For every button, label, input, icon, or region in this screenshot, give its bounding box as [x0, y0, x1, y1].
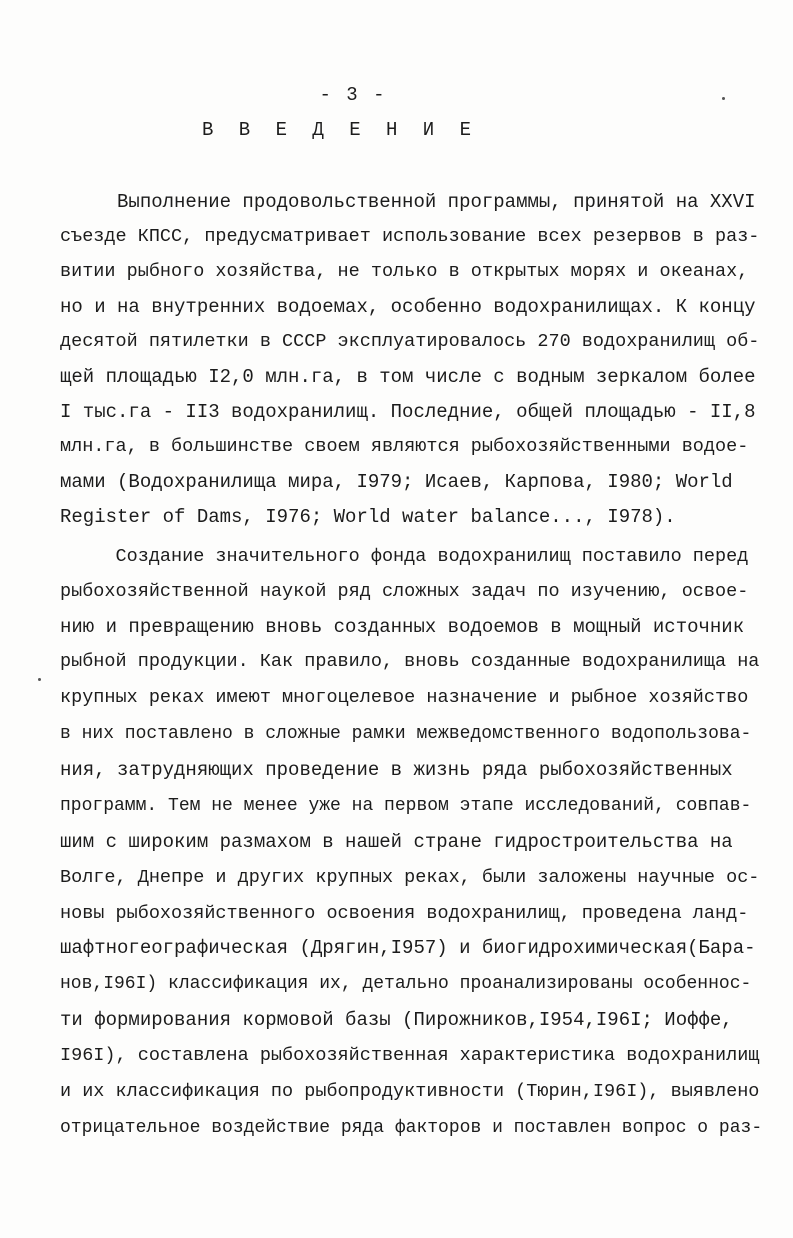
text-line: мами (Водохранилища мира, I979; Исаев, Карпова, I980; World: [60, 471, 733, 493]
text-line: шим с широким размахом в нашей стране гидростроительства на: [60, 831, 733, 853]
paper-speck: [38, 678, 41, 681]
text-line: млн.га, в большинстве своем являются рыбохозяйственными водое-: [60, 436, 749, 457]
text-line: программ. Тем не менее уже на первом этапе исследований, совпав-: [60, 796, 752, 816]
text-line: щей площадью I2,0 млн.га, в том числе с водным зеркалом более: [60, 366, 756, 388]
text-line: Волге, Днепре и других крупных реках, были заложены научные ос-: [60, 867, 760, 888]
text-line: отрицательное воздействие ряда факторов и поставлен вопрос о раз-: [60, 1118, 763, 1138]
paper-speck: [722, 97, 725, 100]
text-line: шафтногеографическая (Дрягин,I957) и биогидрохимическая(Бара-: [60, 937, 756, 959]
text-line: но и на внутренних водоемах, особенно водохранилищах. К концу: [60, 296, 756, 318]
text-line: рыбохозяйственной наукой ряд сложных задач по изучению, освое-: [60, 581, 749, 602]
text-line: ния, затрудняющих проведение в жизнь ряда рыбохозяйственных: [60, 759, 733, 781]
text-line: Создание значительного фонда водохранилищ поставило перед: [60, 546, 749, 567]
text-line: крупных реках имеют многоцелевое назначение и рыбное хозяйство: [60, 687, 749, 708]
text-line: ти формирования кормовой базы (Пирожников,I954,I96I; Иоффе,: [60, 1009, 733, 1031]
text-line: нию и превращению вновь созданных водоемов в мощный источник: [60, 616, 745, 638]
text-line: Register of Dams, I976; World water balance..., I978).: [60, 506, 676, 528]
text-line: нов,I96I) классификация их, детально проанализированы особеннос-: [60, 974, 752, 994]
text-line: в них поставлено в сложные рамки межведомственного водопользова-: [60, 724, 752, 744]
text-line: десятой пятилетки в СССР эксплуатировалось 270 водохранилищ об-: [60, 331, 760, 352]
text-line: I96I), составлена рыбохозяйственная характеристика водохранилищ: [60, 1045, 760, 1066]
text-line: Выполнение продовольственной программы, принятой на XXVI: [60, 191, 756, 213]
text-line: рыбной продукции. Как правило, вновь созданные водохранилища на: [60, 651, 760, 672]
page-number: - 3 -: [319, 84, 387, 106]
text-line: I тыс.га - II3 водохранилищ. Последние, общей площадью - II,8: [60, 401, 756, 423]
text-line: витии рыбного хозяйства, не только в открытых морях и океанах,: [60, 261, 749, 282]
section-heading: В В Е Д Е Н И Е: [201, 119, 479, 141]
text-line: новы рыбохозяйственного освоения водохранилищ, проведена ланд-: [60, 903, 749, 924]
text-line: и их классификация по рыбопродуктивности (Тюрин,I96I), выявлено: [60, 1081, 760, 1102]
text-line: съезде КПСС, предусматривает использование всех резервов в раз-: [60, 226, 760, 247]
